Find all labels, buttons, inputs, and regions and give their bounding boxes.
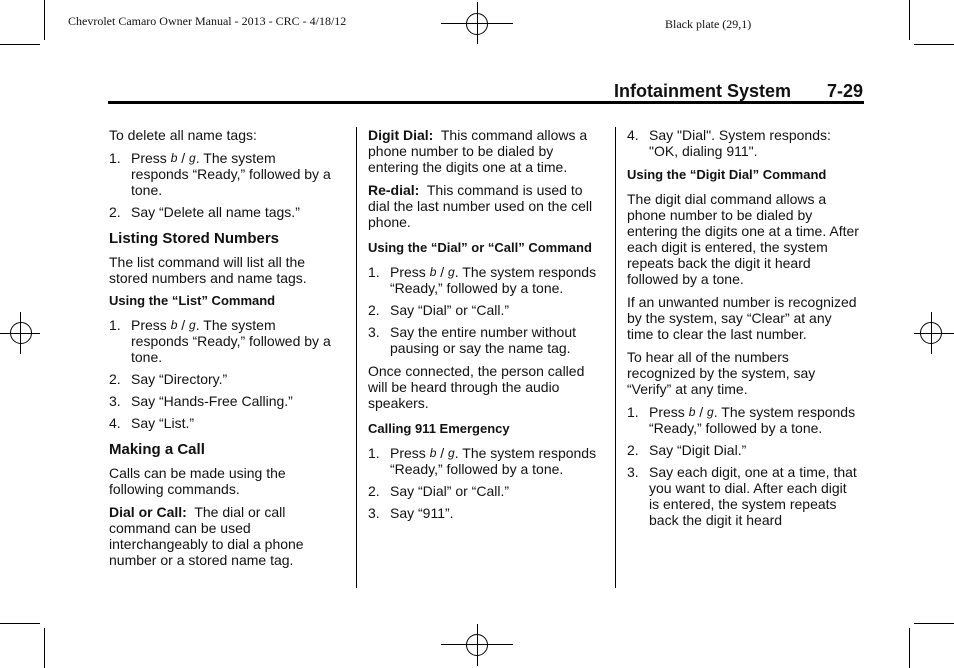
talk-icon: b — [429, 265, 437, 279]
list-item: 3. Say the entire number without pausing or say the name tag. — [368, 324, 576, 356]
listing-body: The list command will list all the stored numbers and name tags. — [109, 254, 307, 286]
list-steps — [109, 317, 334, 431]
print-header-left: Chevrolet Camaro Owner Manual - 2013 - CRC - 4/18/12 — [68, 14, 347, 28]
mute-icon: g — [189, 151, 196, 165]
crop-mark — [477, 624, 478, 666]
delete-steps — [109, 150, 334, 220]
crop-mark — [0, 623, 40, 624]
talk-icon: b — [429, 446, 437, 460]
connected-text: Once connected, the person called will be heard through the audio speakers. — [368, 363, 585, 411]
crop-mark — [914, 44, 954, 45]
list-item: 2. Say “Delete all name tags.” — [109, 204, 300, 220]
emergency-heading: Calling 911 Emergency — [368, 421, 510, 436]
mute-icon: g — [707, 405, 714, 419]
list-item: 4. Say "Dial". System responds: "OK, dialing 911". — [627, 127, 831, 159]
list-item: 1. Press b / g. The system responds “Ready,” followed by a tone. — [627, 404, 856, 436]
crop-mark — [44, 628, 45, 668]
list-item: 2. Say “Digit Dial.” — [627, 442, 747, 458]
dial-steps — [368, 264, 606, 356]
using-dial-heading: Using the “Dial” or “Call” Command — [368, 240, 592, 255]
page-number: 7-29 — [827, 81, 864, 101]
crop-mark — [0, 44, 40, 45]
list-item: 3. Say each digit, one at a time, that you want to dial. After each digit is entered, the system repeats back the digit it heard — [627, 464, 857, 528]
intro-text: To delete all name tags: — [109, 127, 257, 143]
list-item: 1. Press b / g. The system responds “Ready,” followed by a tone. — [109, 317, 331, 365]
crop-mark — [931, 312, 932, 354]
emergency-steps-continued — [627, 127, 859, 159]
talk-icon: b — [170, 151, 178, 165]
making-call-heading: Making a Call — [109, 441, 205, 458]
digit-dial-paragraph: Digit Dial: This command allows a phone number to be dialed by entering the digits one at a time. — [368, 127, 588, 175]
digit-dial-body: The digit dial command allows a phone number to be dialed by entering the digits one at a time. After each digit is entered, the system repeats back the digit it heard followed by a tone. — [627, 191, 859, 287]
mute-icon: g — [448, 265, 455, 279]
talk-icon: b — [170, 318, 178, 332]
digit-dial-steps — [627, 404, 859, 528]
list-item: 2. Say “Directory.” — [109, 371, 228, 387]
unwanted-number-text: If an unwanted number is recognized by the system, say “Clear” at any time to clear the last number. — [627, 294, 857, 342]
dial-or-call-paragraph: Dial or Call: The dial or call command can be used interchangeably to dial a phone number or a stored name tag. — [109, 504, 304, 568]
crop-mark — [20, 312, 21, 354]
crop-mark — [914, 333, 954, 334]
emergency-steps — [368, 445, 606, 521]
list-item: 3. Say “Hands-Free Calling.” — [109, 393, 293, 409]
verify-text: To hear all of the numbers recognized by the system, say “Verify” at any time. — [627, 349, 816, 397]
crop-mark — [44, 0, 45, 40]
mute-icon: g — [448, 446, 455, 460]
crop-mark — [914, 623, 954, 624]
listing-heading: Listing Stored Numbers — [109, 230, 280, 247]
column-1 — [109, 127, 334, 575]
list-item: 3. Say “911”. — [368, 505, 454, 521]
print-header-right: Black plate (29,1) — [665, 17, 752, 31]
header-rule — [108, 101, 864, 104]
column-divider — [615, 127, 616, 588]
column-2 — [368, 127, 606, 528]
using-digit-dial-heading: Using the “Digit Dial” Command — [627, 167, 827, 182]
list-item: 1. Press b / g. The system responds “Ready,” followed by a tone. — [368, 445, 597, 477]
crop-mark — [477, 2, 478, 44]
redial-paragraph: Re-dial: This command is used to dial the last number used on the cell phone. — [368, 182, 593, 230]
list-item: 1. Press b / g. The system responds “Ready,” followed by a tone. — [368, 264, 597, 296]
column-divider — [356, 127, 357, 588]
column-3 — [627, 127, 859, 535]
crop-mark — [909, 0, 910, 40]
making-call-body: Calls can be made using the following commands. — [109, 465, 286, 497]
talk-icon: b — [688, 405, 696, 419]
list-item: 2. Say “Dial” or “Call.” — [368, 483, 510, 499]
mute-icon: g — [189, 318, 196, 332]
section-title: Infotainment System — [614, 81, 792, 101]
using-list-heading: Using the “List” Command — [109, 293, 276, 308]
list-item: 1. Press b / g. The system responds “Ready,” followed by a tone. — [109, 150, 331, 198]
list-item: 2. Say “Dial” or “Call.” — [368, 302, 510, 318]
crop-mark — [909, 628, 910, 668]
list-item: 4. Say “List.” — [109, 415, 195, 431]
